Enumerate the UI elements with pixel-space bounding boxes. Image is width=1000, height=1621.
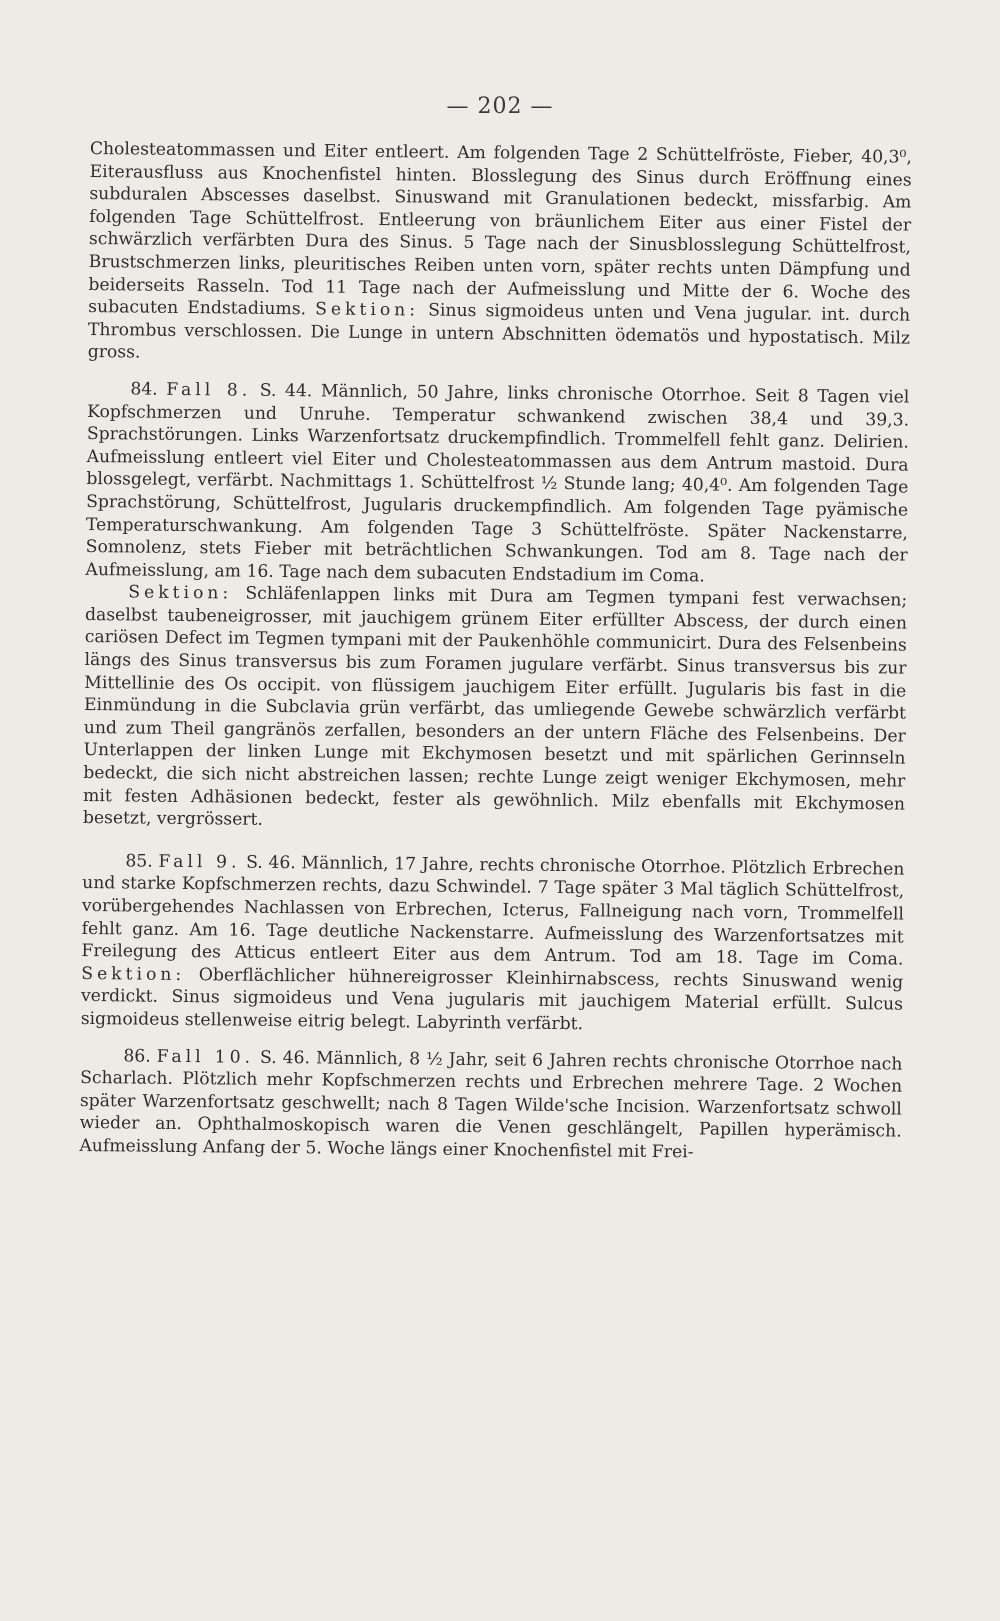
case-number: 84. (130, 379, 158, 400)
sektion-paragraph-84 (83, 581, 908, 838)
sektion-label: Sektion: (81, 963, 186, 985)
paragraph-text: Cholesteatommassen und Eiter entleert. Am folgenden Tage 2 Schüttelfröste, Fieber, 40,3⁰, Eiterausfluss aus Knochenfistel hinten. Blosslegung des Sinus durch Eröffnung eines subduralen Abscesses daselbst. Sinuswand mit Granulationen bedeckt, missfarbig. Am folgenden Tage Schüttelfrost. Entleerung von bräunlichem Eiter aus einer Fistel der schwärzlich verfärbten Dura des Sinus. 5 Tage nach der Sinusblosslegung Schüttelfrost, Brustschmerzen links, pleuritisches Reiben unten vorn, später rechts unten Dämpfung und beiderseits Rasseln. Tod 11 Tage nach der Aufmeisslung und Mitte der 6. Woche des subacuten Endstadiums. (88, 138, 912, 320)
case-text: S. 44. Männlich, 50 Jahre, links chronische Otorrhoe. Seit 8 Tagen viel Kopfschmerzen und Unruhe. Temperatur schwankend zwischen 38,4 und 39,3. Sprachstörungen. Links Warzenfortsatz druckempfindlich. Trommelfell fehlt ganz. Delirien. Aufmeisslung entleert viel Eiter und Cholesteatommassen aus dem Antrum mastoid. Dura blossgelegt, verfärbt. Nachmittags 1. Schüttelfrost ½ Stunde lang; 40,4⁰. Am folgenden Tage Sprachstörung, Schüttelfrost, Jugularis druckempfindlich. Am folgenden Tage pyämische Temperaturschwankung. Am folgenden Tage 3 Schüttelfröste. Später Nackenstarre, Somnolenz, stets Fieber mit beträchtlichen Schwankungen. Tod am 8. Tage nach der Aufmeisslung, am 16. Tage nach dem subacuten Endstadium im Coma. (85, 380, 910, 587)
sektion-text: Oberflächlicher hühnereigrosser Kleinhirnabscess, rechts Sinuswand wenig verdickt. Sinus sigmoideus und Vena jugularis mit jauchigem Material erfüllt. Sulcus sigmoideus stellenweise eitrig belegt. Labyrinth verfärbt. (80, 964, 904, 1035)
sektion-label: Sektion: (128, 582, 233, 604)
case-fall-label: Fall 10. (156, 1046, 255, 1068)
page-number: — 202 — (446, 94, 554, 119)
case-paragraph-86 (79, 1045, 902, 1167)
case-text: S. 46. Männlich, 17 Jahre, rechts chronische Otorrhoe. Plötzlich Erbrechen und starke Kopfschmerzen rechts, dazu Schwindel. 7 Tage später 3 Mal täglich Schüttelfrost, vorübergehendes Nachlassen von Erbrechen, Icterus, Fallneigung nach vorn, Trommelfell fehlt ganz. Am 16. Tage deutliche Nackenstarre. Aufmeisslung des Warzenfortsatzes mit Freilegung des Atticus entleert Eiter aus dem Antrum. Tod am 18. Tage im Coma. (81, 852, 905, 970)
sektion-text: Sinus sigmoideus unten und Vena jugular. int. durch Thrombus verschlossen. Die Lunge in untern Abschnitten ödematös und hypostatisch. Milz gross. (87, 300, 911, 363)
paragraph-continuation (88, 138, 912, 373)
sektion-label: Sektion: (315, 299, 420, 321)
case-paragraph-85 (81, 850, 905, 1039)
case-text: S. 46. Männlich, 8 ½ Jahr, seit 6 Jahren rechts chronische Otorrhoe nach Scharlach. Plötzlich mehr Kopfschmerzen rechts und Erbrechen mehrere Tage. 2 Wochen später Warzenfortsatz geschwellt; nach 8 Tagen Wilde'sche Incision. Warzenfortsatz schwoll wieder an. Ophthalmoskopisch waren die Venen geschlängelt, Papillen hyperämisch. Aufmeisslung Anfang der 5. Woche längs einer Knochenfistel mit Frei- (79, 1047, 903, 1163)
case-number: 85. (125, 851, 153, 872)
case-paragraph-84 (85, 378, 909, 590)
body-text (79, 138, 912, 1166)
sektion-text: Schläfenlappen links mit Dura am Tegmen tympani fest verwachsen; daselbst taubeneigrosser, mit jauchigem grünem Eiter erfüllter Abscess, der durch einen cariösen Defect im Tegmen tympani mit der Paukenhöhle communicirt. Dura des Felsenbeins längs des Sinus transversus bis zum Foramen jugulare verfärbt. Sinus transversus bis zur Mittellinie des Os occipit. von flüssigem jauchigem Eiter erfüllt. Jugularis bis fast in die Einmündung in die Subclavia grün verfärbt, das umliegende Gewebe schwärzlich verfärbt und zum Theil gangränös zerfallen, besonders an der untern Fläche des Felsenbeins. Der Unterlappen der linken Lunge mit Ekchymosen besetzt und mit spärlichen Gerinnseln bedeckt, die sich nicht abstreichen lassen; rechte Lunge zeigt weniger Ekchymosen, mehr mit festen Adhäsionen bedeckt, fester als gewöhnlich. Milz ebenfalls mit Ekchymosen besetzt, vergrössert. (82, 583, 908, 831)
case-fall-label: Fall 9. (158, 851, 241, 873)
case-fall-label: Fall 8. (166, 379, 252, 401)
case-number: 86. (123, 1045, 151, 1067)
